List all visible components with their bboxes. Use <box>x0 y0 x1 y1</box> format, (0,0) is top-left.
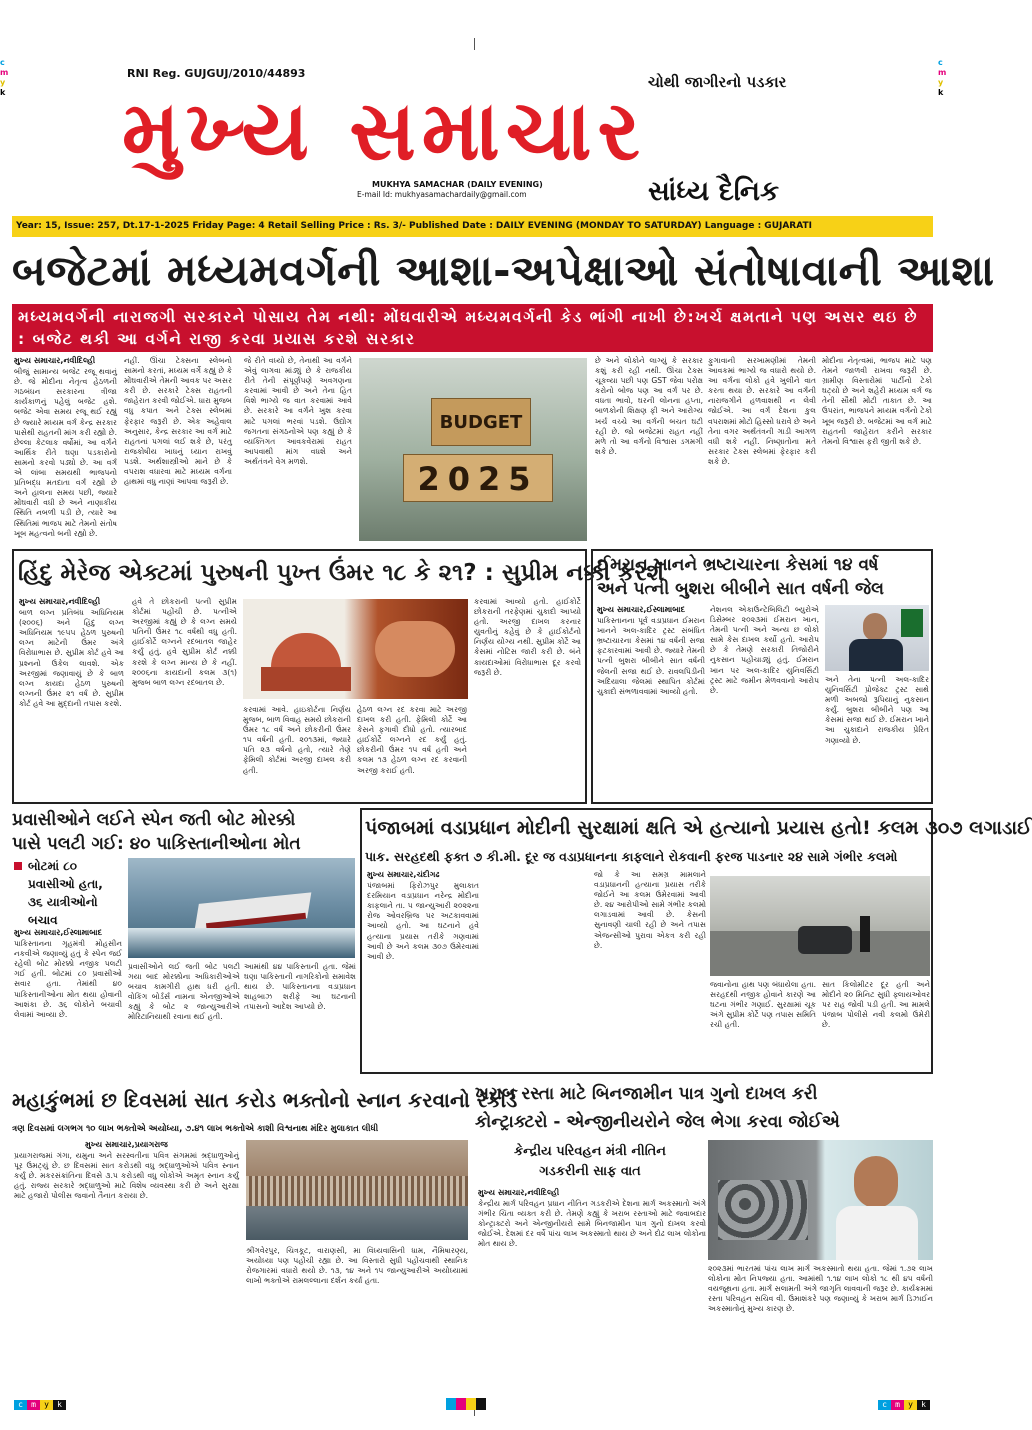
imran-headline-1: ઈમરાન ખાનને ભ્રષ્ટાચારના કેસમાં ૧૪ વર્ષ <box>597 555 879 575</box>
lead-col-5: ફુગાવાની સરખામણીમાં તેમની આવકમાં ભાગ્યે જ વધારો થયો છે. આ વર્ગના લોકો હવે ખુલીને વાત કરતા થયા છે. સરકારે આ વર્ગની નારાજગીને હળવાશથી ન લેવી જોઈએ. આ વર્ગ દેશના કુલ વપરાશમાં મોટો હિસ્સો ધરાવે છે અને તેના વગર અર્થતંત્રની ગાડી આગળ વધી શકે નહીં. નિષ્ણાતોના મતે સરકાર ટેક્સ સ્લેબમાં ફેરફાર કરી શકે છે. <box>708 356 816 466</box>
marriage-photo <box>243 599 468 699</box>
masthead-edition: સાંધ્ય દૈનિક <box>648 176 780 207</box>
hands-shape <box>375 621 455 677</box>
imran-headline-2: અને પત્ની બુશરા બીબીને સાત વર્ષની જેલ <box>597 579 884 599</box>
modi-headline: પંજાબમાં વડાપ્રધાન મોદીની સુરક્ષામાં ક્ષતિ એ હત્યાનો પ્રયાસ હતો! કલમ ૩૦૭ લગાડાઈ <box>365 817 1032 839</box>
car <box>798 926 852 954</box>
kumbh-photo <box>246 1140 468 1240</box>
convoy-photo <box>710 876 930 976</box>
lead-byline: મુખ્ય સમાચાર,નવીદિલ્હી <box>14 356 96 365</box>
kumbh-col-1-text: પ્રયાગરાજમાં ગંગા, યમુના અને સરસ્વતીના પવિત્ર સંગમમાં શ્રદ્ધાળુઓનું પૂર ઉમટ્યું છે. છ દિવસમાં સાત કરોડથી વધુ શ્રદ્ધાળુઓએ પવિત્ર સ્નાન કર્યું છે. મકરસંક્રાંતિના દિવસે ૩.૫ કરોડથી વધુ લોકોએ અમૃત સ્નાન કર્યું હતું. રાજ્ય સરકારે શ્રદ્ધાળુઓ માટે વિશેષ વ્યવસ્થા કરી છે અને સુરક્ષા માટે હજારો પોલીસ જવાનો તૈનાત કરાયા છે. <box>14 1151 239 1201</box>
kumbh-col-2: શ્રીંગવેરપુર, ચિત્રકૂટ, વારાણસી, મા વિંધ્યવાસિની ધામ, નૈમિષારણ્ય, અયોધ્યા પણ પહોંચી રહ્યા છે. આ વિસ્તારો સુધી પહોંચવાથી સ્થાનિક રોજગારમાં વધારો થયો છે. ૧૩, ૧૪ અને ૧૫ જાન્યુઆરીએ અયોધ્યામાં લાખો ભક્તોએ રામલલ્લાના દર્શન કર્યા હતા. <box>246 1246 468 1286</box>
migrants-col-3: આમાંથી ૪૪ પાકિસ્તાની હતા. જેમાં ઘણા પાકિસ્તાની નાગરિકોનો સમાવેશ થાય છે. પાકિસ્તાનના વડાપ્રધાન શાહબાઝ શરીફે આ ઘટનાની તપાસનો આદેશ આપ્યો છે. <box>244 962 356 1012</box>
lead-col-6: મોદીના નેતૃત્વમાં, ભાજપ માટે પણ તેમને જાળવી રાખવા જરૂરી છે. ગ્રામીણ વિસ્તારોમાં પાર્ટીનો ટેકો ઘટ્યો છે અને શહેરી મધ્યમ વર્ગ જ તેની સૌથી મોટી તાકાત છે. આ ઉપરાંત, ભાજપને મધ્યમ વર્ગનો ટેકો ખૂબ જરૂરી છે. બજેટમાં આ વર્ગ માટે રાહતની જાહેરાત કરીને સરકાર તેમનો વિશ્વાસ ફરી જીતી શકે છે. <box>822 356 932 446</box>
boat-photo <box>128 858 355 958</box>
guard <box>860 916 870 952</box>
gadkari-sub-1: કેન્દ્રીય પરિવહન મંત્રી નીતિન <box>514 1144 666 1159</box>
crowd-band <box>246 1176 468 1206</box>
portrait-body <box>849 639 903 671</box>
masthead-title: મુખ્ય સમાચાર <box>122 84 646 179</box>
migrants-headline-1: પ્રવાસીઓને લઈને સ્પેન જતી બોટ મોરક્કો <box>12 810 296 830</box>
budget-photo <box>359 358 587 541</box>
imran-box <box>591 549 933 804</box>
hm-col-1 <box>19 597 124 799</box>
lead-col-1-text: બીજું સામાન્ય બજેટ રજૂ થવાનું છે. જે મોદીના નેતૃત્વ હેઠળની ગઠબંધન સરકારના ત્રીજા કાર્યકાળનું પહેલું બજેટ હશે. બજેટ એવા સમય રજૂ થઈ રહ્યું છે જ્યારે મધ્યમ વર્ગ કેન્દ્ર સરકાર પાસેથી રાહતની માંગ કરી રહ્યો છે. છેલ્લા કેટલાક વર્ષોમાં, આ વર્ગને આર્થિક રીતે ઘણા પડકારોનો સામનો કરવો પડ્યો છે. આ વર્ગ એ લાંબા સમયથી ભાજપનો પ્રતિબદ્ધ મતદાતા વર્ગ રહ્યો છે અને હાલના સમય પછી, જ્યારે મોંઘવારી વધી છે અને નાણાકીય સ્થિતિ નબળી પડી છે, ત્યારે આ સ્થિતિમાં ભાજપ માટે તેમનો સંતોષ ખૂબ મહત્વનો બની રહ્યો છે. <box>14 367 117 538</box>
registration-bar-left: c m y k <box>0 58 9 97</box>
modi-col-4: સાત કિલોમીટર દૂર હતી અને મોદીને ૨૦ મિનિટ સુધી ફ્લાયઓવર પર રાહ જોવી પડી હતી. આ મામલે પંજાબ પોલીસે નવી કલમો ઉમેરી છે. <box>822 980 930 1030</box>
cmyk-y: y <box>40 1400 53 1410</box>
kumbh-byline: મુખ્ય સમાચાર,પ્રયાગરાજ <box>85 1140 168 1149</box>
modi-col-1-text: પંજાબમાં ફિરોઝપુર મુલાકાત દરમિયાન વડાપ્રધાન નરેન્દ્ર મોદીના કાફલાને તા. ૫ જાન્યુઆરી ૨૦૨૨ના રોજ ઓવરબ્રિજ પર અટકાવવામાં આવ્યો હતો. આ ઘટનાને હવે હત્યાના પ્રયાસ તરીકે ગણવામાં આવી છે અને કલમ ૩૦૭ ઉમેરવામાં આવી છે. <box>367 881 479 961</box>
portrait-head <box>863 613 887 641</box>
cmyk-k: k <box>53 1400 66 1410</box>
migrants-bullet <box>14 862 22 870</box>
potholes <box>718 1180 808 1240</box>
center-m <box>456 1398 466 1410</box>
modi-col-2: જો કે આ સમગ્ર મામલાને વડાપ્રધાનની હત્યાના પ્રયાસ તરીકે જોઈને આ કલમ ઉમેરવામાં આવી છે. ૨૪ આરોપીઓ સામે ગંભીર કલમો લગાડવામાં આવી છે. કેસની સુનાવણી ચાલી રહી છે અને તપાસ એજન્સીઓ પુરાવા એકત્ર કરી રહી છે. <box>594 870 706 950</box>
modi-byline: મુખ્ય સમાચાર,ચંદીગઢ <box>367 870 440 879</box>
waves <box>128 928 355 958</box>
center-k <box>476 1398 486 1410</box>
migrants-col-1-text: પાકિસ્તાનના ગૃહમંત્રી મોહસીન નકવીએ જણાવ્યું હતું કે સ્પેન જઈ રહેલી બોટ મોરક્કો નજીક પલટી ગઈ હતી. બોટમાં ૮૦ પ્રવાસીઓ સવાર હતા. તેમાંથી ૪૦ પાકિસ્તાનીઓના મોત થયા હોવાની આશંકા છે. ૩૬ લોકોને બચાવી લેવામાં આવ્યા છે. <box>14 939 122 1019</box>
gadkari-headline-1: ખરાબ રસ્તા માટે બિનજામીન પાત્ર ગુનો દાખલ કરી <box>475 1084 818 1104</box>
lead-col-1 <box>14 356 117 540</box>
cmyk-strip-left <box>14 1400 66 1410</box>
kumbh-headline: મહાકુંભમાં છ દિવસમાં સાત કરોડ ભક્તોનો સ્નાન કરવાનો રેકોર્ડ <box>12 1088 518 1112</box>
kumbh-col-1 <box>14 1140 239 1398</box>
masthead-tagline: ચોથી જાગીરનો પડકાર <box>648 73 787 91</box>
hm-byline: મુખ્ય સમાચાર,નવીદિલ્હી <box>19 597 101 606</box>
imran-col-1 <box>597 605 705 799</box>
info-strip: Year: 15, Issue: 257, Dt.17-1-2025 Friday Page: 4 Retail Selling Price : Rs. 3/- Published Date : DAILY EVENING (MONDAY TO SATURDAY) Language : GUJARATI <box>12 216 933 237</box>
cmyk-m-right: m <box>891 1400 904 1410</box>
lead-deck: મધ્યમવર્ગની નારાજગી સરકારને પોસાય તેમ નથી: મોંઘવારીએ મધ્યમવર્ગની કેડ ભાંગી નાખી છે:ખર્ચ ક્ષમતાને પણ અસર થઇ છે : બજેટ થકી આ વર્ગને રાજી કરવા પ્રયાસ કરશે સરકાર <box>12 304 933 352</box>
lead-col-4: છે અને લોકોને લાગ્યું કે સરકાર કશું કરી રહી નથી. ઊંચા ટેક્સ ચૂકવ્યા પછી પણ GST જેવા પરોક્ષ કરોનો બોજ પણ આ વર્ગ પર છે. વધતા ભાવો, ઘરની લોનના હપ્તા, બાળકોની શિક્ષણ ફી અને આરોગ્ય ખર્ચ વચ્ચે આ વર્ગની બચત ઘટી રહી છે. જો બજેટમાં રાહત નહીં મળે તો આ વર્ગનો વિશ્વાસ ડગમગી શકે છે. <box>595 356 703 456</box>
imran-photo <box>825 605 929 671</box>
modi-col-3: જવાનોના હાથ પણ બંધાયેલા હતા. સરહદથી નજીક હોવાને કારણે આ ઘટના ગંભીર ગણાઈ. સુરક્ષામાં ચૂક અંગે સુપ્રીમ કોર્ટે પણ તપાસ સમિતિ રચી હતી. <box>710 980 816 1030</box>
modi-col-1 <box>367 870 479 1070</box>
gadkari-byline: મુખ્ય સમાચાર,નવીદિલ્હી <box>478 1188 560 1197</box>
imran-col-3: અને તેના પત્ની અલ-કાદિર યુનિવર્સિટી પ્રોજેક્ટ ટ્રસ્ટ સાથે મળી અબજો રૂપિયાનું નુકસાન કર્યું. બુશરા બીબીને પણ આ કેસમાં સજા થઈ છે. ઈમરાન ખાને આ ચુકાદાને રાજકીય પ્રેરિત ગણાવ્યો છે. <box>825 675 929 745</box>
hm-col-2: હવે તે છોકરાની પત્ની સુપ્રીમ કોર્ટમાં પહોંચી છે. પત્નીએ અરજીમાં કહ્યું છે કે લગ્ન સમયે પતિની ઉંમર ૧૮ વર્ષથી વધુ હતી. હાઈકોર્ટે લગ્નને રદબાતલ જાહેર કર્યું હતું. હવે સુપ્રીમ કોર્ટ નક્કી કરશે કે લગ્ન માન્ય છે કે નહીં. ૨૦૦૬ના કાયદાની કલમ ૩(૧) મુજબ બાળ લગ્ન રદબાતલ છે. <box>132 597 237 687</box>
center-c <box>446 1398 456 1410</box>
cmyk-k-right: k <box>917 1400 930 1410</box>
lead-headline: બજેટમાં મધ્યમવર્ગની આશા-અપેક્ષાઓ સંતોષાવાની આશા <box>12 246 995 295</box>
budget-block: BUDGET <box>431 398 531 446</box>
court-base <box>261 667 351 691</box>
cmyk-strip-right <box>878 1400 930 1410</box>
kumbh-deck: ત્રણ દિવસમાં લગભગ ૧૦ લાખ ભક્તોએ અયોધ્યા, ૭.૪૧ લાખ ભક્તોએ કાશી વિશ્વનાથ મંદિર મુલાકાત લીધી <box>12 1124 379 1134</box>
hm-col-5: કરવામાં આવ્યો હતો. હાઈકોર્ટે છોકરાની તરફેણમાં ચુકાદો આપ્યો હતો. અરજી દાખલ કરનાર યુવતીનું કહેવું છે કે હાઈકોર્ટનો નિર્ણય યોગ્ય નથી. સુપ્રીમ કોર્ટે આ કેસમાં નોટિસ જારી કરી છે. બંને કાયદાઓમાં વિરોધાભાસ દૂર કરવો જરૂરી છે. <box>474 597 581 677</box>
lead-col-2: નહીં. ઊંચા ટેક્સના સ્લેબનો સામનો કરતાં, મધ્યમ વર્ગે કહ્યું છે કે મોંઘવારીએ તેમની આવક પર અસર કરી છે. સરકારે ટેક્સ રાહતની જાહેરાત કરવી જોઈએ. ધારા મુજબ વધુ કપાત અને ટેક્સ સ્લેબમાં ફેરફાર જરૂરી છે. એક અહેવાલ અનુસાર, કેન્દ્ર સરકાર આ વર્ગ માટે રાહતનાં પગલાં લઈ શકે છે, પરંતુ રાજકોષીય ખાધનું ધ્યાન રાખવું પડશે. અર્થશાસ્ત્રીઓ માને છે કે વપરાશ વધારવા માટે મધ્યમ વર્ગના હાથમાં વધુ નાણાં આપવા જરૂરી છે. <box>124 356 232 487</box>
imran-col-2: નેશનલ એકાઉન્ટેબિલિટી બ્યુરોએ ડિસેમ્બર ૨૦૨૩માં ઈમરાન ખાન, તેમની પત્ની અને અન્ય છ લોકો સામે કેસ દાખલ કર્યો હતો. આરોપ છે કે તેમણે સરકારી તિજોરીને નુકસાન પહોંચાડ્યું હતું. ઈમરાન ખાન પર અલ-કાદિર યુનિવર્સિટી ટ્રસ્ટ માટે જમીન મેળવવાનો આરોપ છે. <box>710 605 819 695</box>
migrants-sub: બોટમાં ૮૦ પ્રવાસીઓ હતા, ૩૬ યાત્રીઓનો બચાવ <box>28 859 103 927</box>
gadkari-col-2: ૨૦૨૩માં ભારતમાં પાંચ લાખ માર્ગ અકસ્માતો થયા હતા. જેમાં ૧.૭૨ લાખ લોકોના મોત નિપજ્યા હતા. આમાંથી ૧.૧૪ લાખ લોકો ૧૮ થી ૪૫ વર્ષની વયજૂથના હતા. માર્ગ સલામતી અંગે જાગૃતિ લાવવાની જરૂર છે. કાર્યક્રમમાં રસ્તા પરિવહન સચિવ વી. ઉમાશંકરે પણ જણાવ્યું કે ખરાબ માર્ગ ડિઝાઈન અકસ્માતોનું મુખ્ય કારણ છે. <box>708 1264 933 1314</box>
masthead-subtitle: MUKHYA SAMACHAR (DAILY EVENING) <box>372 180 543 189</box>
registration-bar-right: c m y k <box>938 58 947 97</box>
masthead-email: E-mail Id: mukhyasamachardaily@gmail.com <box>357 190 527 199</box>
court-dome <box>271 633 341 667</box>
year-blocks: 2025 <box>403 454 553 502</box>
cmyk-y-right: y <box>904 1400 917 1410</box>
migrants-col-2: પ્રવાસીઓને લઈ જતી બોટ પલટી ગયા બાદ મોરક્કોના અધિકારીઓએ બચાવ કામગીરી હાથ ધરી હતી. વોકિંગ બોર્ડર્સ નામના એનજીઓએ કહ્યું કે બોટ ૨ જાન્યુઆરીએ મોરિટાનિયાથી રવાના થઈ હતી. <box>128 962 240 1022</box>
cmyk-m: m <box>27 1400 40 1410</box>
hindu-marriage-headline: હિંદુ મેરેજ એક્ટમાં પુરુષની પુખ્ત ઉંમર ૧૮ કે ૨૧? : સુપ્રીમ નક્કી કરશે <box>18 560 665 586</box>
modi-deck: પાક. સરહદથી ફક્ત ૭ કી.મી. દૂર જ વડાપ્રધાનના કાફલાને રોકવાની ફરજ પાડનાર ૨૪ સામે ગંભીર કલમો <box>365 849 898 864</box>
flag-shape <box>901 609 923 637</box>
hm-col-4: હેઠળ લગ્ન રદ કરવા માટે અરજી દાખલ કરી હતી. ફેમિલી કોર્ટે આ કેસને ફગાવી દીધો હતો. ત્યારબાદ હાઈકોર્ટે લગ્નને રદ કર્યું હતું. છોકરીની ઉંમર ૧૫ વર્ષ હતી અને કલમ ૧૩ હેઠળ લગ્ન રદ કરવાની અરજી કરાઈ હતી. <box>357 705 467 775</box>
imran-byline: મુખ્ય સમાચાર,ઈસ્લામાબાદ <box>597 605 686 614</box>
gadkari-headline-2: કોન્ટ્રાક્ટરો - એન્જીનીયરોને જેલ ભેગા કરવા જોઈએ <box>475 1112 840 1132</box>
minister-head <box>854 1156 898 1208</box>
center-y <box>466 1398 476 1410</box>
modi-box <box>360 808 1032 1074</box>
hm-col-3: કરવામાં આવે. હાઇકોર્ટના નિર્ણય મુજબ, બાળ વિવાહ સમયે છોકરાની ઉંમર ૧૮ વર્ષ અને છોકરીની ઉંમર ૧૫ વર્ષની હતી. ૨૦૧૩માં, જ્યારે પતિ ૨૩ વર્ષનો હતો, ત્યારે તેણે ફેમિલી કોર્ટમાં અરજી દાખલ કરી હતી. <box>243 705 351 775</box>
gadkari-photo <box>708 1140 933 1260</box>
migrants-byline: મુખ્ય સમાચાર,ઈસ્લામાબાદ <box>14 928 103 937</box>
migrants-intro <box>14 928 122 1068</box>
hm-col-1-text: બાળ લગ્ન પ્રતિબંધ અધિનિયમ (૨૦૦૬) અને હિંદુ લગ્ન અધિનિયમ ૧૯૫૫ હેઠળ પુરુષની લગ્ન માટેની ઉંમર અંગે વિરોધાભાસ છે. સુપ્રીમ કોર્ટ હવે આ પ્રશ્નનો ઉકેલ લાવશે. એક અરજીમાં જણાવાયું છે કે બાળ લગ્ન કાયદા હેઠળ પુરુષની લગ્નની ઉંમર ૨૧ વર્ષ છે. સુપ્રીમ કોર્ટ હવે આ મુદ્દાની તપાસ કરશે. <box>19 608 124 708</box>
cmyk-strip-center <box>446 1398 486 1410</box>
cmyk-c: c <box>14 1400 27 1410</box>
imran-col-1-text: પાકિસ્તાનના પૂર્વ વડાપ્રધાન ઈમરાન ખાનને અલ-કાદિર ટ્રસ્ટ સંબંધિત ભ્રષ્ટાચારના કેસમાં ૧૪ વર્ષની સજા ફટકારવામાં આવી છે. જ્યારે તેમની પત્ની બુશરા બીબીને સાત વર્ષની જેલની સજા થઈ છે. રાવલપિંડીની અદિયાલા જેલમાં સ્થાપિત કોર્ટમાં ચુકાદો સંભળાવવામાં આવ્યો હતો. <box>597 616 705 696</box>
migrants-headline-2: પાસે પલટી ગઈ: ૪૦ પાકિસ્તાનીઓના મોત <box>12 834 301 854</box>
minister-body <box>836 1206 918 1260</box>
rni-number: RNI Reg. GUJGUJ/2010/44893 <box>127 67 306 80</box>
lead-col-3: જે રીતે વધ્યો છે, તેનાથી આ વર્ગને એવું લાગવા માંડ્યું છે કે રાજકીય રીતે તેની સંપૂર્ણપણે અવગણના કરવામાં આવી છે અને તેના હિત વિશે ભાગ્યે જ વાત કરવામાં આવે છે. સરકારે આ વર્ગને ખુશ કરવા માટે પગલાં ભરવાં પડશે. ઉદ્યોગ જગતના સંગઠનોએ પણ કહ્યું છે કે વ્યક્તિગત આવકવેરામાં રાહત આપવાથી માંગ વધશે અને અર્થતંત્રને વેગ મળશે. <box>244 356 352 466</box>
gadkari-col-1 <box>478 1188 706 1368</box>
cmyk-c-right: c <box>878 1400 891 1410</box>
gadkari-sub-2: ગડકરીની સાફ વાત <box>539 1164 641 1179</box>
crop-mark-top <box>474 38 475 50</box>
gadkari-col-1-text: કેન્દ્રીય માર્ગ પરિવહન પ્રધાન નીતિન ગડકરીએ દેશના માર્ગ અકસ્માતો અંગે ગંભીર ચિંતા વ્યક્ત કરી છે. તેમણે કહ્યું કે ખરાબ રસ્તાઓ માટે જવાબદાર કોન્ટ્રાક્ટરો અને એન્જીનીયરો સામે બિનજામીન પાત્ર ગુનો દાખલ કરવો જોઈએ. દેશમાં દર વર્ષે પાંચ લાખ અકસ્માતો થાય છે અને દોઢ લાખ લોકોના મોત થાય છે. <box>478 1199 706 1249</box>
